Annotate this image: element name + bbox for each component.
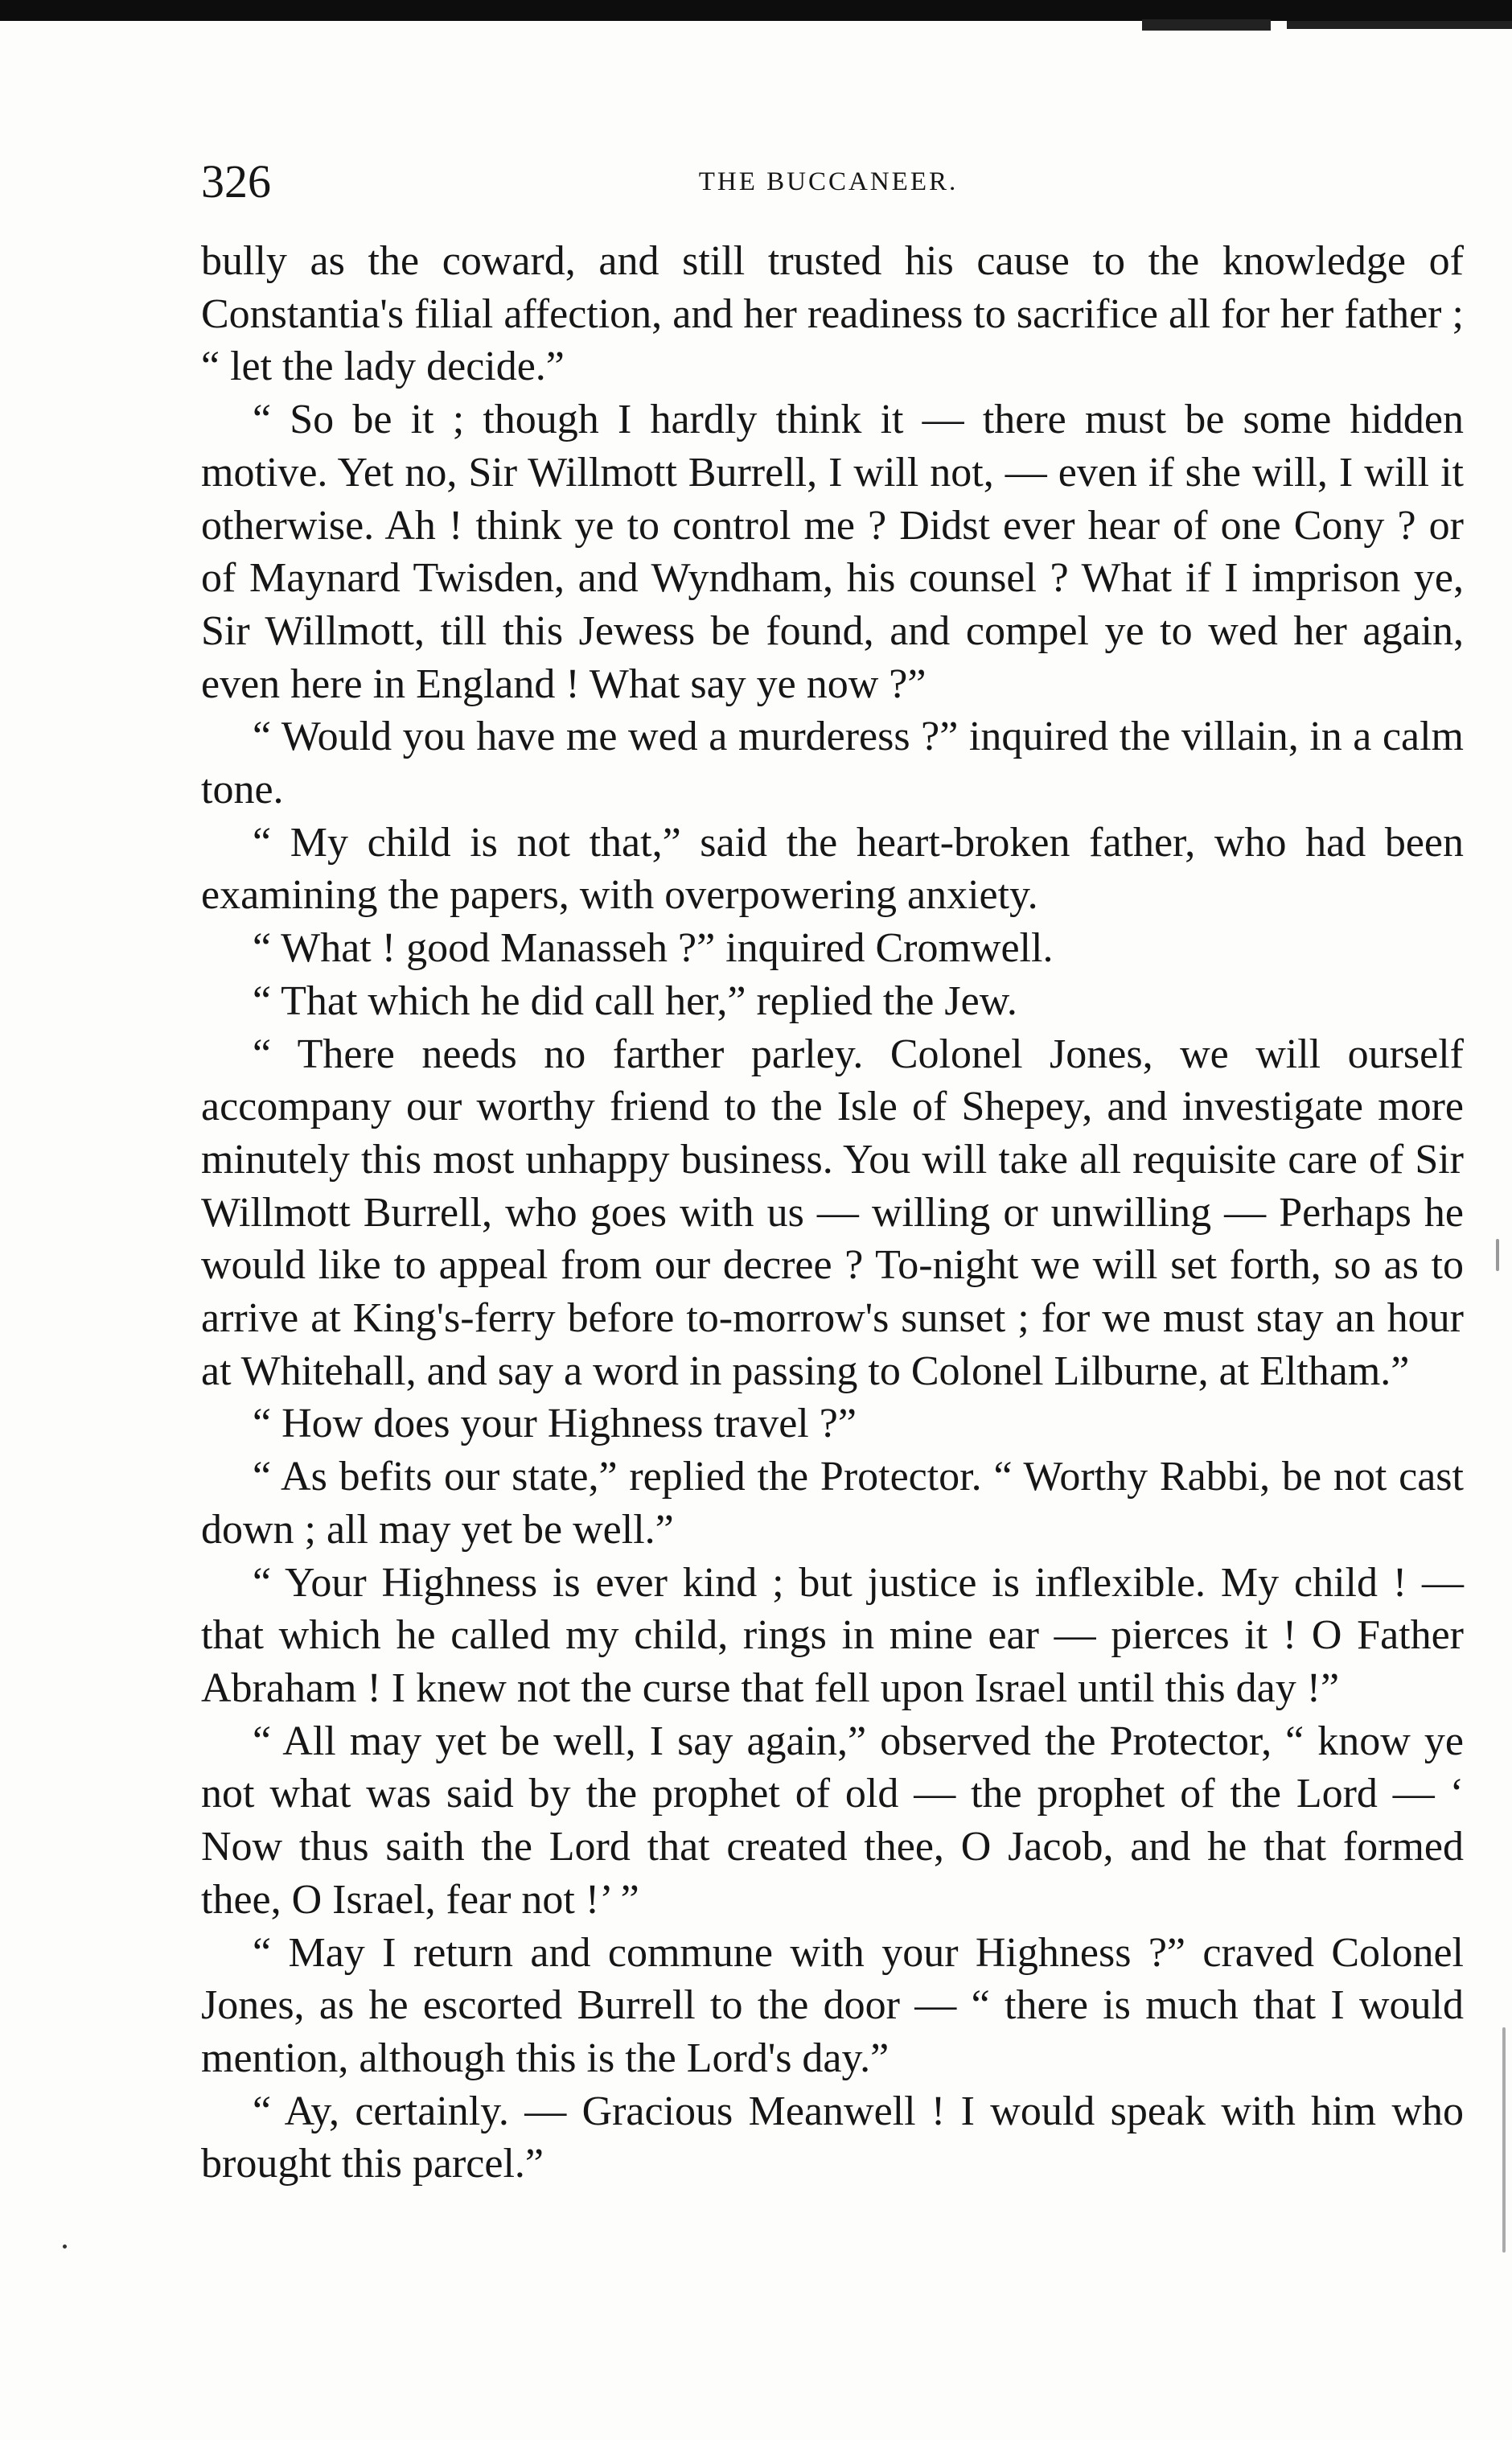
paragraph: “ That which he did call her,” replied the Jew. bbox=[253, 977, 1017, 1024]
paragraph: “ Ay, certainly. — Gracious Meanwell ! I would speak with him who brought this parcel.” bbox=[201, 2088, 1464, 2187]
running-head bbox=[201, 150, 1456, 214]
running-title: THE BUCCANEER. bbox=[698, 167, 959, 196]
paragraph: “ As befits our state,” replied the Protector. “ Worthy Rabbi, be not cast down ; all may yet be well.” bbox=[201, 1454, 1464, 1553]
body-text bbox=[201, 235, 1464, 2191]
scan-margin-mark bbox=[1502, 2027, 1506, 2253]
paragraph: “ Would you have me wed a murderess ?” inquired the villain, in a calm tone. bbox=[201, 714, 1464, 813]
paragraph: “ Your Highness is ever kind ; but justice is inflexible. My child ! — that which he called my child, rings in mine ear — pierces it ! O Father Abraham ! I knew not the curse that fell upon Israel until this day !” bbox=[201, 1559, 1464, 1711]
scan-margin-mark bbox=[1496, 1239, 1499, 1271]
paragraph: “ So be it ; though I hardly think it — there must be some hidden motive. Yet no, Sir Willmott Burrell, I will not, — even if she will, I will it otherwise. Ah ! think ye to control me ? Didst ever hear of one Cony ? or of Maynard Twisden, and Wyndham, his counsel ? What if I imprison ye, Sir Willmott, till this Jewess be found, and compel ye to wed her again, even here in England ! What say ye now ?” bbox=[201, 397, 1464, 707]
paragraph: “ My child is not that,” said the heart-broken father, who had been examining the papers, with overpowering anxiety. bbox=[201, 819, 1464, 919]
paragraph: bully as the coward, and still trusted his cause to the knowledge of Constantia's filial affection, and her readiness to sacrifice all for her father ; “ let the lady decide.” bbox=[201, 238, 1464, 390]
top-border-rule bbox=[0, 0, 1512, 21]
scan-speck bbox=[63, 2245, 67, 2249]
paragraph: “ All may yet be well, I say again,” observed the Protector, “ know ye not what was said by the prophet of old — the prophet of the Lord — ‘ Now thus saith the Lord that created thee, O Jacob, and he that formed thee, O Israel, fear not !’ ” bbox=[201, 1718, 1464, 1923]
page-number: 326 bbox=[201, 155, 271, 208]
paragraph: “ What ! good Manasseh ?” inquired Cromwell. bbox=[253, 925, 1054, 972]
paragraph: “ How does your Highness travel ?” bbox=[253, 1401, 857, 1447]
paragraph: “ May I return and commune with your Highness ?” craved Colonel Jones, as he escorted Burrell to the door — “ there is much that I would mention, although this is the Lord's day.” bbox=[201, 1929, 1464, 2081]
top-border-fragment bbox=[1287, 21, 1512, 29]
paragraph: “ There needs no farther parley. Colonel Jones, we will ourself accompany our worthy friend to the Isle of Shepey, and investigate more minutely this most unhappy business. You will take all requisite care of Sir Willmott Burrell, who goes with us — willing or unwilling — Perhaps he would like to appeal from our decree ? To-night we will set forth, so as to arrive at King's-ferry before to-morrow's sunset ; for we must stay an hour at Whitehall, and say a word in passing to Colonel Lilburne, at Eltham.” bbox=[201, 1031, 1464, 1394]
top-border-fragment bbox=[1142, 19, 1271, 31]
